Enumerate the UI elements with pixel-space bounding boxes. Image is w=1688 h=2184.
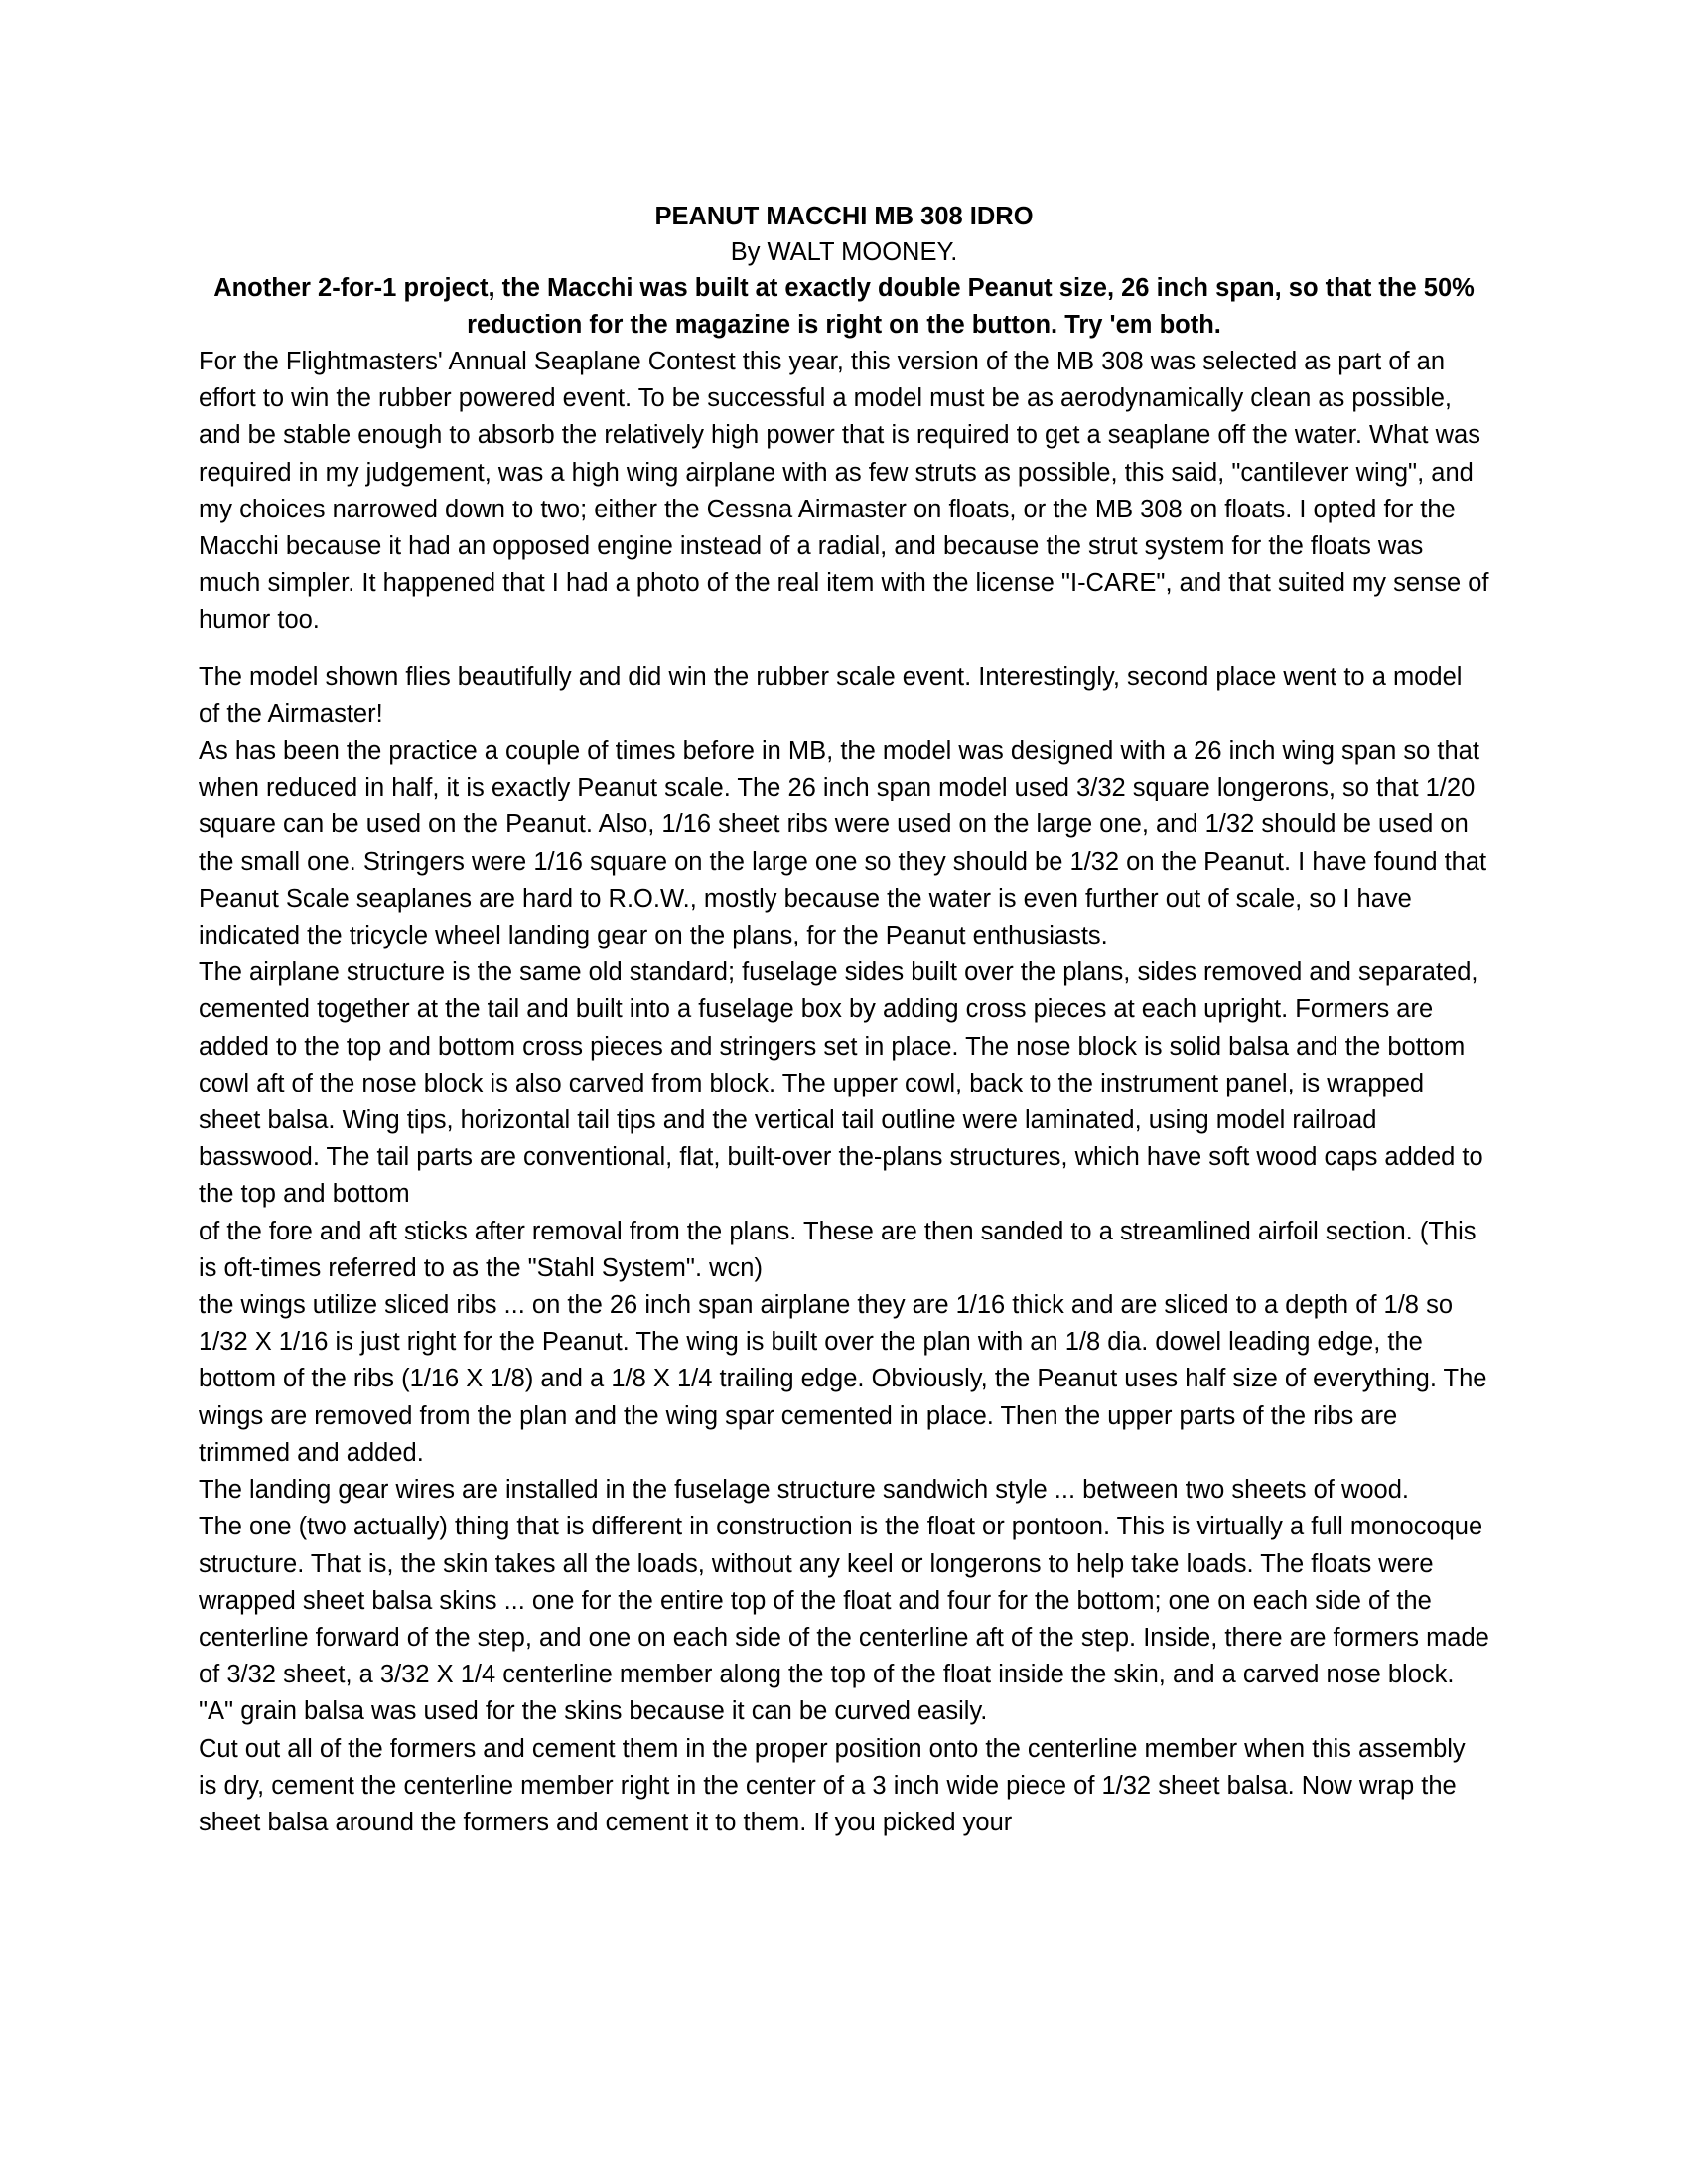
- article-byline: By WALT MOONEY.: [730, 238, 958, 266]
- paragraph-landing-gear: The landing gear wires are installed in the fuselage structure sandwich style ... between two sheets of wood.: [199, 1476, 1410, 1505]
- paragraph-scale: As has been the practice a couple of times before in MB, the model was designed with a 26 inch wing span so that when reduced in half, it is exactly Peanut scale. The 26 inch span model used 3/32 square longerons, so that 1/20 square can be used on the Peanut. Also, 1/16 sheet ribs were used on the large one, and 1/32 should be used on the small one. Stringers were 1/16 square on the large one so they should be 1/32 on the Peanut. I have found that Peanut Scale seaplanes are hard to R.O.W., mostly because the water is even further out of scale, so I have indicated the tricycle wheel landing gear on the plans, for the Peanut enthusiasts.: [199, 737, 1487, 950]
- document-page: [199, 199, 1489, 1986]
- paragraph-structure: The airplane structure is the same old standard; fuselage sides built over the plans, sides removed and separated, cemented together at the tail and built into a fuselage box by adding cross pieces at each upright. Formers are added to the top and bottom cross pieces and stringers set in place. The nose block is solid balsa and the bottom cowl aft of the nose block is also carved from block. The upper cowl, back to the instrument panel, is wrapped sheet balsa. Wing tips, horizontal tail tips and the vertical tail outline were laminated, using model railroad basswood. The tail parts are conventional, flat, built-over the-plans structures, which have soft wood caps added to the top and bottom: [199, 958, 1483, 1209]
- paragraph-tail: of the fore and aft sticks after removal from the plans. These are then sanded to a streamlined airfoil section. (This is oft-times referred to as the "Stahl System". wcn): [199, 1217, 1477, 1282]
- article-lede: Another 2-for-1 project, the Macchi was built at exactly double Peanut size, 26 inch span, so that the 50% reduction for the magazine is right on the button. Try 'em both.: [213, 274, 1475, 339]
- paragraph-wings: the wings utilize sliced ribs ... on the 26 inch span airplane they are 1/16 thick and are sliced to a depth of 1/8 so 1/32 X 1/16 is just right for the Peanut. The wing is built over the plan with an 1/8 dia. dowel leading edge, the bottom of the ribs (1/16 X 1/8) and a 1/8 X 1/4 trailing edge. Obviously, the Peanut uses half size of everything. The wings are removed from the plan and the wing spar cemented in place. Then the upper parts of the ribs are trimmed and added.: [199, 1291, 1487, 1467]
- article-title: PEANUT MACCHI MB 308 IDRO: [654, 203, 1034, 230]
- paragraph-results: The model shown flies beautifully and did win the rubber scale event. Interestingly, second place went to a model of the Airmaster!: [199, 662, 1463, 728]
- paragraph-intro: For the Flightmasters' Annual Seaplane Contest this year, this version of the MB 308 was selected as part of an effort to win the rubber powered event. To be successful a model must be as aerodynamically clean as possible, and be stable enough to absorb the relatively high power that is required to get a seaplane off the water. What was required in my judgement, was a high wing airplane with as few struts as possible, this said, "cantilever wing", and my choices narrowed down to two; either the Cessna Airmaster on floats, or the MB 308 on floats. I opted for the Macchi because it had an opposed engine instead of a radial, and because the strut system for the floats was much simpler. It happened that I had a photo of the real item with the license "I-CARE", and that suited my sense of humor too.: [199, 348, 1489, 635]
- paragraph-formers: Cut out all of the formers and cement them in the proper position onto the centerline member when this assembly is dry, cement the centerline member right in the center of a 3 inch wide piece of 1/32 sheet balsa. Now wrap the sheet balsa around the formers and cement it to them. If you picked your: [199, 1734, 1466, 1836]
- paragraph-floats: The one (two actually) thing that is different in construction is the float or pontoon. This is virtually a full monocoque structure. That is, the skin takes all the loads, without any keel or longerons to help take loads. The floats were wrapped sheet balsa skins ... one for the entire top of the float and four for the bottom; one on each side of the centerline forward of the step, and one on each side of the centerline aft of the step. Inside, there are formers made of 3/32 sheet, a 3/32 X 1/4 centerline member along the top of the float inside the skin, and a carved nose block. "A" grain balsa was used for the skins because it can be curved easily.: [199, 1513, 1489, 1726]
